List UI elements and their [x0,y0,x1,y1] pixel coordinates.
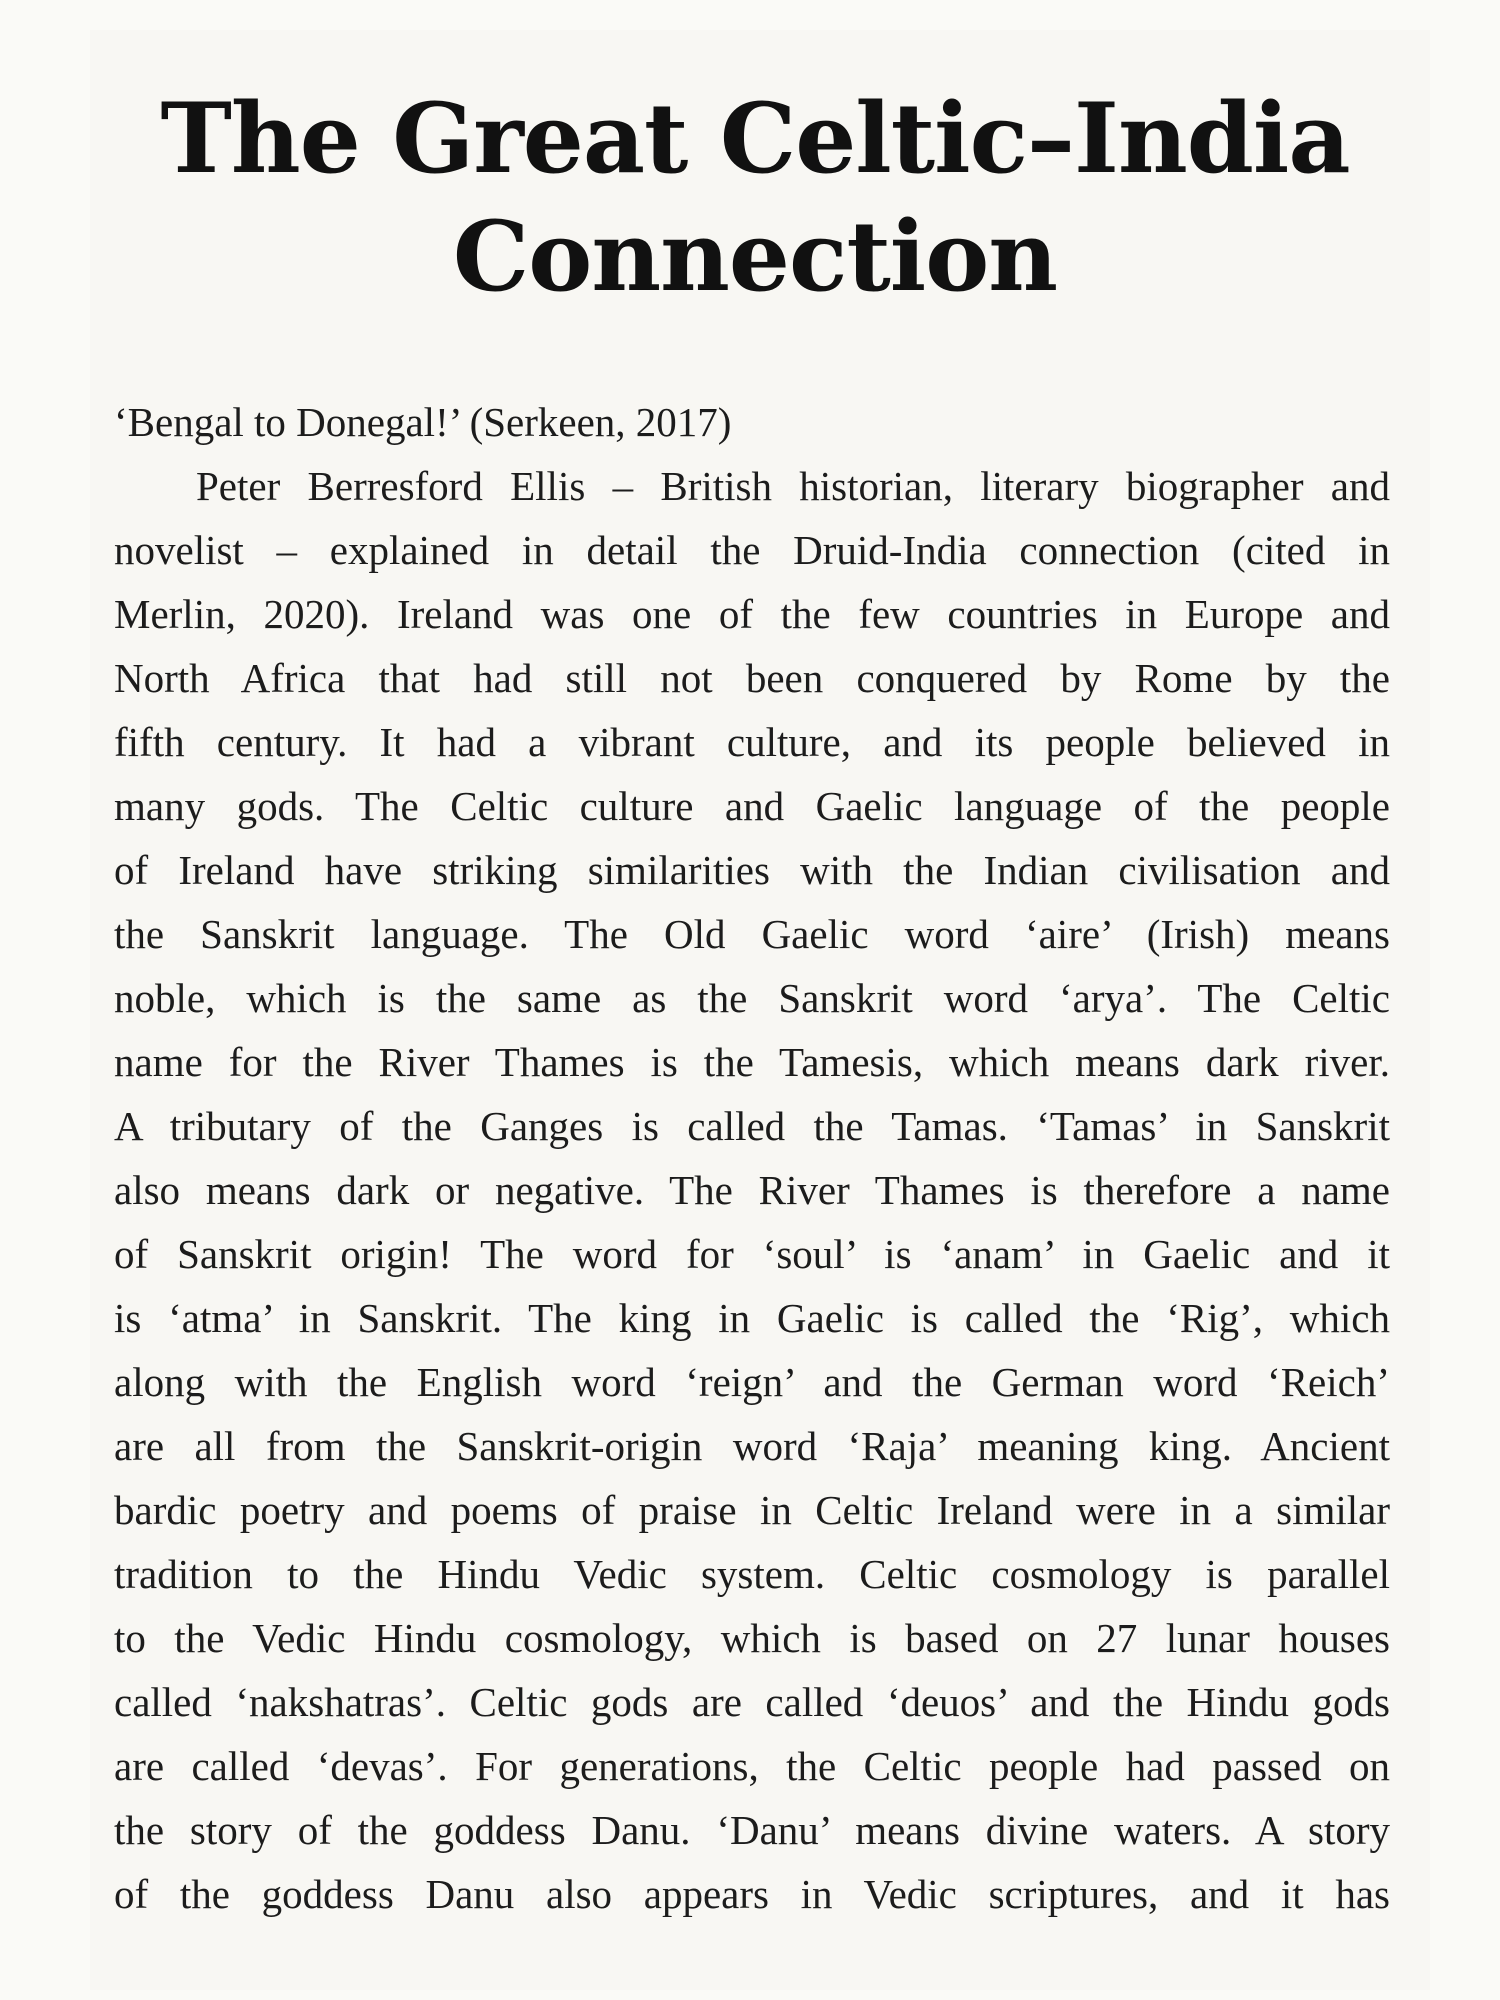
text-line: the Sanskrit language. The Old Gaelic word ‘aire’ (Irish) means [114,911,1390,957]
text-line: are called ‘devas’. For generations, the Celtic people had passed on [114,1743,1390,1789]
text-line: the story of the goddess Danu. ‘Danu’ means divine waters. A story [114,1807,1390,1853]
chapter-title-line-2: Connection [452,200,1058,313]
text-line: noble, which is the same as the Sanskrit word ‘arya’. The Celtic [114,975,1390,1021]
text-line: bardic poetry and poems of praise in Celtic Ireland were in a similar [114,1487,1390,1533]
text-line: Peter Berresford Ellis – British historian, literary biographer and [196,463,1390,509]
text-line: tradition to the Hindu Vedic system. Celtic cosmology is parallel [114,1551,1390,1597]
text-line: called ‘nakshatras’. Celtic gods are called ‘deuos’ and the Hindu gods [114,1679,1390,1725]
chapter-title [110,80,1400,316]
text-line: also means dark or negative. The River Thames is therefore a name [114,1167,1390,1213]
text-line: to the Vedic Hindu cosmology, which is based on 27 lunar houses [114,1615,1390,1661]
text-line: name for the River Thames is the Tamesis, which means dark river. [114,1039,1390,1085]
body-text [114,390,1390,1926]
text-line: along with the English word ‘reign’ and the German word ‘Reich’ [114,1359,1390,1405]
text-line: of Sanskrit origin! The word for ‘soul’ is ‘anam’ in Gaelic and it [114,1231,1390,1277]
text-line: novelist – explained in detail the Druid-India connection (cited in [114,527,1390,573]
text-line: Merlin, 2020). Ireland was one of the few countries in Europe and [114,591,1390,637]
chapter-title-line-1: The Great Celtic–India [160,82,1350,195]
text-line: is ‘atma’ in Sanskrit. The king in Gaelic is called the ‘Rig’, which [114,1295,1390,1341]
text-line: of the goddess Danu also appears in Vedic scriptures, and it has [114,1871,1390,1917]
text-line: are all from the Sanskrit-origin word ‘Raja’ meaning king. Ancient [114,1423,1390,1469]
text-line: many gods. The Celtic culture and Gaelic language of the people [114,783,1390,829]
text-line: fifth century. It had a vibrant culture, and its people believed in [114,719,1390,765]
text-line: North Africa that had still not been conquered by Rome by the [114,655,1390,701]
text-line: of Ireland have striking similarities with the Indian civilisation and [114,847,1390,893]
text-line: A tributary of the Ganges is called the Tamas. ‘Tamas’ in Sanskrit [114,1103,1390,1149]
epigraph: ‘Bengal to Donegal!’ (Serkeen, 2017) [114,399,732,445]
